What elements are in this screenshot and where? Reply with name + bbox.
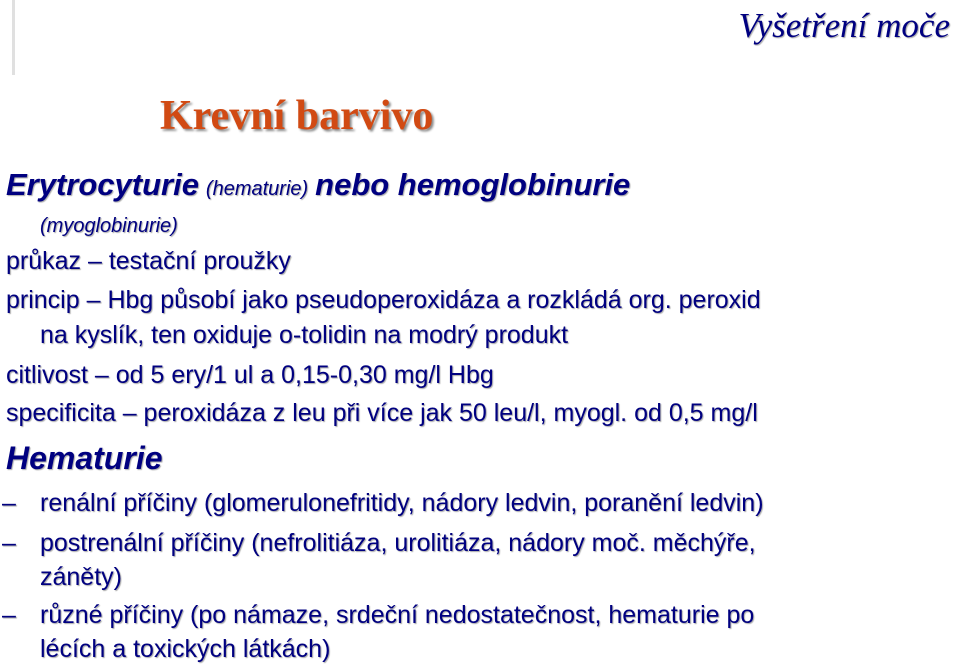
line-principle-1: princip – Hbg působí jako pseudoperoxidáza a rozkládá org. peroxid (6, 286, 761, 314)
line-proof: průkaz – testační proužky (6, 247, 291, 275)
bullet-various-line-2: lécích a toxických látkách) (40, 635, 331, 663)
bullet-dash: – (2, 529, 16, 557)
heading-erytrocyturie-term: Erytrocyturie (6, 167, 199, 202)
bullet-postrenal-line-1: postrenální příčiny (nefrolitiáza, urolitiáza, nádory moč. měchýře, (40, 529, 756, 557)
heading-erytrocyturie-rest: nebo hemoglobinurie (315, 167, 631, 202)
heading-hematurie: Hematurie (6, 440, 163, 476)
heading-myoglobinurie-text: (myoglobinurie) (40, 215, 178, 237)
heading-erytrocyturie (6, 167, 631, 204)
slide-title: Krevní barvivo (160, 93, 434, 139)
line-specificity: specificita – peroxidáza z leu při více jak 50 leu/l, myogl. od 0,5 mg/l (6, 399, 758, 427)
bullet-dash: – (2, 489, 16, 517)
decorative-vertical-line (12, 0, 15, 75)
section-header: Vyšetření moče (738, 6, 950, 45)
bullet-postrenal-line-2: záněty) (40, 563, 122, 591)
line-sensitivity: citlivost – od 5 ery/1 ul a 0,15-0,30 mg/l Hbg (6, 361, 494, 389)
heading-erytrocyturie-note: (hematurie) (205, 178, 309, 200)
bullet-dash: – (2, 601, 16, 629)
bullet-various-line-1: různé příčiny (po námaze, srdeční nedostatečnost, hematurie po (40, 601, 755, 629)
heading-myoglobinurie (40, 209, 178, 241)
line-principle-2: na kyslík, ten oxiduje o-tolidin na modrý produkt (40, 321, 569, 349)
bullet-renal: renální příčiny (glomerulonefritidy, nádory ledvin, poranění ledvin) (40, 489, 764, 517)
